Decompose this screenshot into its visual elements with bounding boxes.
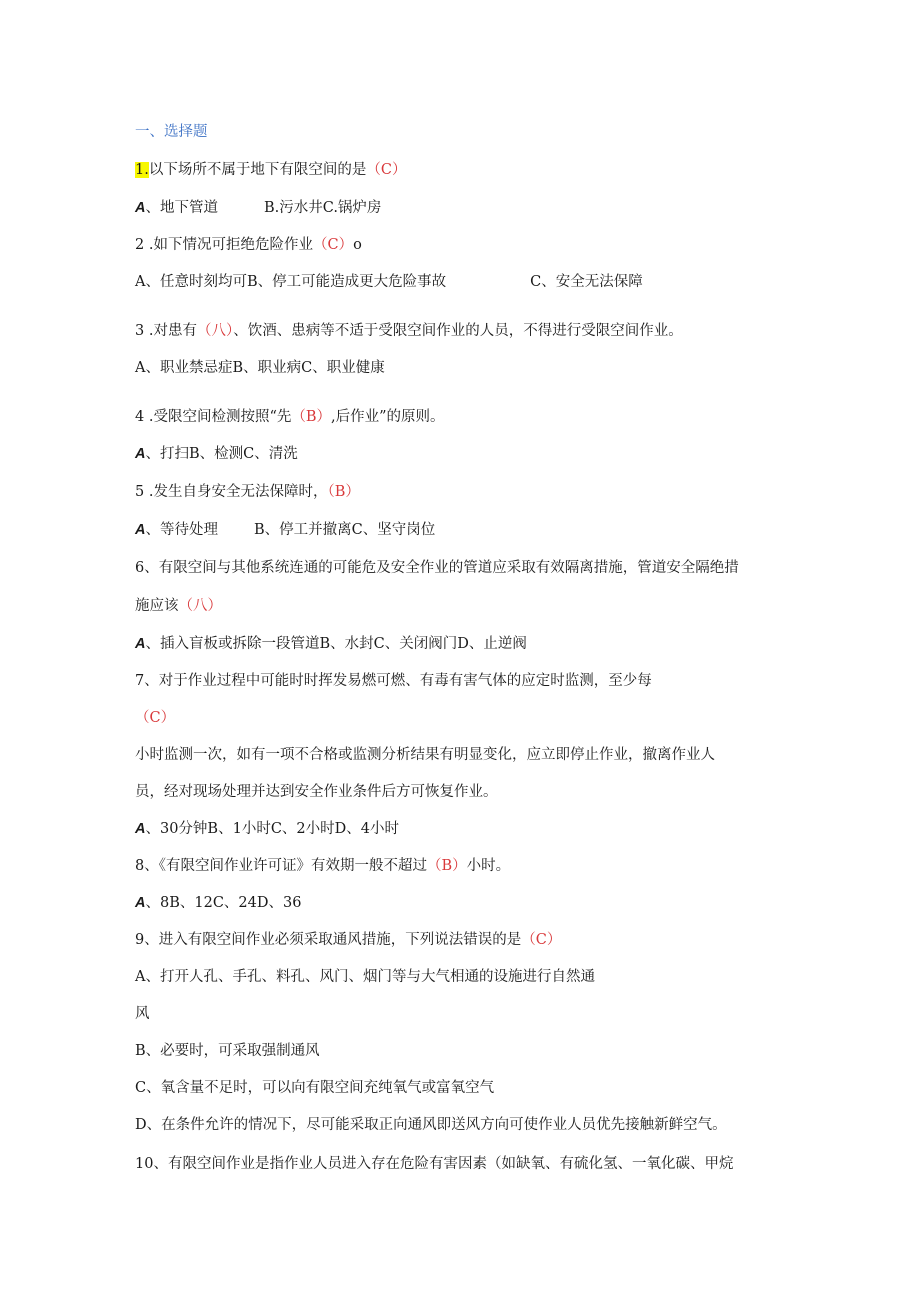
question-10-line-1: 10、有限空间作业是指作业人员进入存在危险有害因素（如缺氧、有硫化氢、一氧化碳、甲烷: [135, 1156, 734, 1172]
answer: （B）: [291, 409, 332, 425]
question-2: [135, 235, 362, 255]
question-text-post: 、饮酒、患病等不适于受限空间作业的人员，不得进行受限空间作业。: [233, 323, 683, 339]
question-9-option-d: D、在条件允许的情况下，尽可能采取正向通风即送风方向可使作业人员优先接触新鲜空气。: [135, 1117, 727, 1133]
question-7-line-1: 7、对于作业过程中可能时时挥发易燃可燃、有毒有害气体的应定时监测，至少每: [135, 673, 652, 689]
question-1: [135, 160, 406, 180]
option-c: C、安全无法保障: [530, 274, 643, 290]
option-a-mark: A: [135, 821, 146, 837]
options-text: 、30分钟B、1小时C、2小时D、4小时: [145, 821, 399, 837]
options-text: 、打扫B、检测C、清洗: [145, 446, 298, 462]
option-a-mark: A: [135, 446, 146, 462]
question-7-line-3: 小时监测一次，如有一项不合格或监测分析结果有明显变化，应立即停止作业，撤离作业人: [135, 747, 715, 763]
question-text-post: ,后作业”的原则。: [331, 409, 445, 425]
answer: （八）: [178, 598, 222, 614]
question-8: [135, 856, 510, 876]
question-text: 4 .受限空间检测按照“先: [135, 409, 292, 425]
option-a-mark: A: [135, 200, 146, 216]
question-1-options: [135, 198, 381, 218]
option-a-mark: A: [135, 522, 146, 538]
question-7-line-4: 员，经对现场处理并达到安全作业条件后方可恢复作业。: [135, 784, 498, 800]
options-text: 、8B、12C、24D、36: [145, 895, 302, 911]
question-9-option-c: C、氧含量不足时，可以向有限空间充纯氧气或富氧空气: [135, 1080, 495, 1096]
options-text: 、插入盲板或拆除一段管道B、水封C、关闭阀门D、止逆阀: [145, 636, 527, 652]
question-6-line-2: [135, 596, 222, 616]
question-text: 以下场所不属于地下有限空间的是: [148, 162, 367, 178]
question-text-post: 小时。: [466, 858, 511, 874]
option-b: B.污水井C.锅炉房: [263, 200, 382, 216]
question-9-option-b: B、必要时，可采取强制通风: [135, 1043, 320, 1059]
option-a: 、等待处理: [145, 522, 218, 538]
question-text: 3 .对患有: [135, 323, 197, 339]
question-5: [135, 482, 360, 502]
option-b: B、停工并撤离C、坚守岗位: [253, 522, 436, 538]
question-7-options: [135, 819, 399, 839]
answer: （八）: [196, 323, 234, 339]
section-title: 一、选择题: [135, 124, 208, 140]
highlight-mark: 1.: [135, 162, 149, 178]
question-3: [135, 321, 683, 341]
question-text: 5 .发生自身安全无法保障时，: [135, 484, 328, 500]
question-3-options: A、职业禁忌症B、职业病C、职业健康: [135, 360, 385, 376]
question-text: 施应该: [135, 598, 179, 614]
option-ab: A、任意时刻均可B、停工可能造成更大危险事故: [135, 274, 447, 290]
question-text: 2 .如下情况可拒绝危险作业: [135, 237, 313, 253]
question-8-options: [135, 893, 301, 913]
question-9: [135, 930, 561, 950]
answer: （C）: [312, 237, 354, 253]
question-4-options: [135, 444, 298, 464]
question-7-answer: （C）: [135, 710, 176, 726]
question-6-line-1: 6、有限空间与其他系统连通的可能危及安全作业的管道应采取有效隔离措施，管道安全隔绝措: [135, 560, 739, 576]
question-5-options: [135, 520, 435, 540]
answer: （B）: [327, 484, 360, 500]
question-9-option-a-line-1: A、打开人孔、手孔、料孔、风门、烟门等与大气相通的设施进行自然通: [135, 969, 595, 985]
question-text: 8、《有限空间作业许可证》有效期一般不超过: [135, 858, 427, 874]
question-text: 9、进入有限空间作业必须采取通风措施，下列说法错误的是: [135, 932, 522, 948]
answer: （B）: [426, 858, 467, 874]
option-a-mark: A: [135, 895, 146, 911]
answer: （C）: [521, 932, 562, 948]
option-a: 、地下管道: [145, 200, 218, 216]
question-2-options: [135, 272, 643, 292]
question-tail: o: [353, 237, 362, 253]
question-4: [135, 407, 445, 427]
question-6-options: [135, 634, 527, 654]
question-9-option-a-line-2: 风: [135, 1006, 150, 1022]
option-a-mark: A: [135, 636, 146, 652]
answer: （C）: [366, 162, 407, 178]
